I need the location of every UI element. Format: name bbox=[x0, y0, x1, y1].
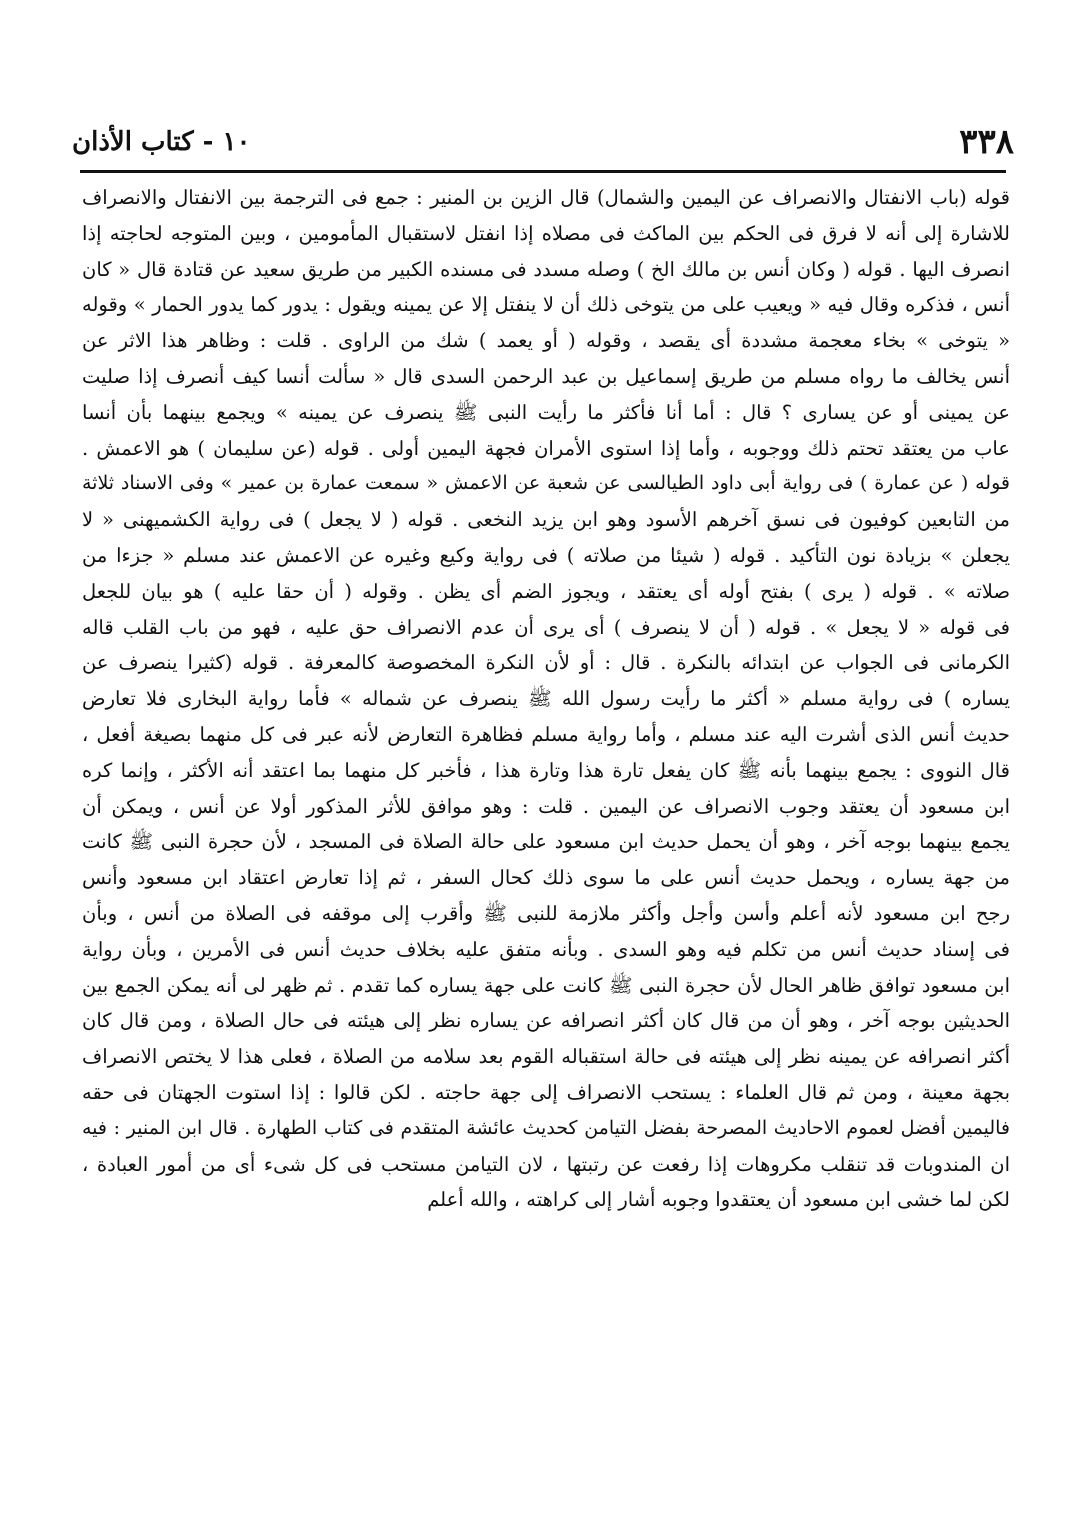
text-line: فى إسناد حديث أنس من تكلم فيه وهو السدى . وبأنه متفق عليه بخلاف حديث أنس فى الأمرين ، وبأن رواية bbox=[82, 937, 1010, 961]
page-header bbox=[72, 118, 1014, 166]
text-line: فى قوله « لا يجعل » . قوله ( أن لا ينصرف ) أى يرى أن عدم الانصراف حق عليه ، فهو من باب القلب قاله bbox=[82, 615, 1010, 639]
text-line: صلاته » . قوله ( يرى ) بفتح أوله أى يعتقد ، ويجوز الضم أى يظن . وقوله ( أن حقا عليه ) هو بيان للجعل bbox=[82, 579, 1010, 603]
text-line: من جهة يساره ، ويحمل حديث أنس على ما سوى ذلك كحال السفر ، ثم إذا تعارض اعتقاد ابن مسعود وأنس bbox=[82, 866, 1010, 890]
text-line: أنس يخالف ما رواه مسلم من طريق إسماعيل بن عبد الرحمن السدى قال « سألت أنسا كيف أنصرف إذا صليت bbox=[82, 364, 1010, 388]
text-line: من التابعين كوفيون فى نسق آخرهم الأسود وهو ابن يزيد النخعى . قوله ( لا يجعل ) فى رواية الكشميهنى « لا bbox=[82, 508, 1010, 532]
text-line: رجح ابن مسعود لأنه أعلم وأسن وأجل وأكثر ملازمة للنبى ﷺ وأقرب إلى موقفه فى الصلاة من أنس ، وبأن bbox=[82, 901, 1010, 925]
text-line: ابن مسعود أن يعتقد وجوب الانصراف عن اليمين . قلت : وهو موافق للأثر المذكور أولا عن أنس ، ويمكن أن bbox=[82, 794, 1010, 818]
text-line: انصرف اليها . قوله ( وكان أنس بن مالك الخ ) وصله مسدد فى مسنده الكبير من طريق سعيد عن قتادة قال « كان bbox=[82, 257, 1010, 281]
text-line: قوله (باب الانفتال والانصراف عن اليمين والشمال) قال الزين بن المنير : جمع فى الترجمة بين الانفتال والانصراف bbox=[82, 186, 1010, 209]
text-line: قوله ( عن عمارة ) فى رواية أبى داود الطيالسى عن شعبة عن الاعمش « سمعت عمارة بن عمير » وفى الاسناد ثلاثة bbox=[82, 472, 1010, 495]
text-line: ان المندوبات قد تنقلب مكروهات إذا رفعت عن رتبتها ، لان التيامن مستحب فى كل شىء أى من أمور العبادة ، bbox=[82, 1152, 1010, 1176]
text-line: للاشارة إلى أنه لا فرق فى الحكم بين الماكث فى مصلاه إذا انفتل لاستقبال المأمومين ، وبين المتوجه لحاجته إذا bbox=[82, 221, 1010, 245]
text-line: « يتوخى » بخاء معجمة مشددة أى يقصد ، وقوله ( أو يعمد ) شك من الراوى . قلت : وظاهر هذا الاثر عن bbox=[82, 329, 1010, 353]
running-title: ١٠ - كتاب الأذان bbox=[72, 127, 251, 157]
text-line: فاليمين أفضل لعموم الاحاديث المصرحة بفضل التيامن كحديث عائشة المتقدم فى كتاب الطهارة . قال ابن المنير : فيه bbox=[82, 1116, 1010, 1139]
text-line: ابن مسعود توافق ظاهر الحال لأن حجرة النبى ﷺ كانت على جهة يساره كما تقدم . ثم ظهر لى أنه يمكن الجمع بين bbox=[82, 973, 1010, 997]
text-line: يجمع بينهما بوجه آخر ، وهو أن يحمل حديث ابن مسعود على حالة الصلاة فى المسجد ، لأن حجرة النبى ﷺ كانت bbox=[82, 830, 1010, 854]
text-line: أنس ، فذكره وقال فيه « ويعيب على من يتوخى ذلك أن لا ينفتل إلا عن يمينه ويقول : يدور كما يدور الحمار » وقوله bbox=[82, 293, 1010, 317]
text-line: الحديثين بوجه آخر ، وهو أن من قال كان أكثر انصرافه عن يساره نظر إلى هيئته فى حال الصلاة ، ومن قال كان bbox=[82, 1009, 1010, 1033]
text-line: أكثر انصرافه عن يمينه نظر إلى هيئته فى حالة استقباله القوم بعد سلامه من الصلاة ، فعلى هذا لا يختص الانصراف bbox=[82, 1045, 1010, 1069]
text-line: قال النووى : يجمع بينهما بأنه ﷺ كان يفعل تارة هذا وتارة هذا ، فأخبر كل منهما بما اعتقد أنه الأكثر ، وإنما كره bbox=[82, 758, 1010, 782]
text-line: يساره ) فى رواية مسلم « أكثر ما رأيت رسول الله ﷺ ينصرف عن شماله » فأما رواية البخارى فلا تعارض bbox=[82, 687, 1010, 711]
text-line: لكن لما خشى ابن مسعود أن يعتقدوا وجوبه أشار إلى كراهته ، والله أعلم bbox=[427, 1188, 1010, 1212]
page-number: ٣٣٨ bbox=[959, 122, 1014, 162]
header-rule bbox=[80, 170, 1006, 173]
text-line: يجعلن » بزيادة نون التأكيد . قوله ( شيئا من صلاته ) فى رواية وكيع وغيره عن الاعمش عند مسلم « جزءا من bbox=[82, 543, 1010, 567]
commentary-text bbox=[82, 180, 1010, 1218]
text-line: حديث أنس الذى أشرت اليه عند مسلم ، وأما رواية مسلم فظاهرة التعارض لأنه عبر فى كل منهما بصيغة أفعل ، bbox=[82, 722, 1010, 746]
text-line: بجهة معينة ، ومن ثم قال العلماء : يستحب الانصراف إلى جهة حاجته . لكن قالوا : إذا استوت الجهتان فى حقه bbox=[82, 1080, 1010, 1104]
text-line: الكرمانى فى الجواب عن ابتدائه بالنكرة . قال : أو لأن النكرة المخصوصة كالمعرفة . قوله (كثيرا ينصرف عن bbox=[82, 651, 1010, 675]
text-line: عاب من يعتقد تحتم ذلك ووجوبه ، وأما إذا استوى الأمران فجهة اليمين أولى . قوله (عن سليمان ) هو الاعمش . bbox=[82, 436, 1010, 460]
text-line: عن يمينى أو عن يسارى ؟ قال : أما أنا فأكثر ما رأيت النبى ﷺ ينصرف عن يمينه » ويجمع بينهما بأن أنسا bbox=[82, 400, 1010, 424]
